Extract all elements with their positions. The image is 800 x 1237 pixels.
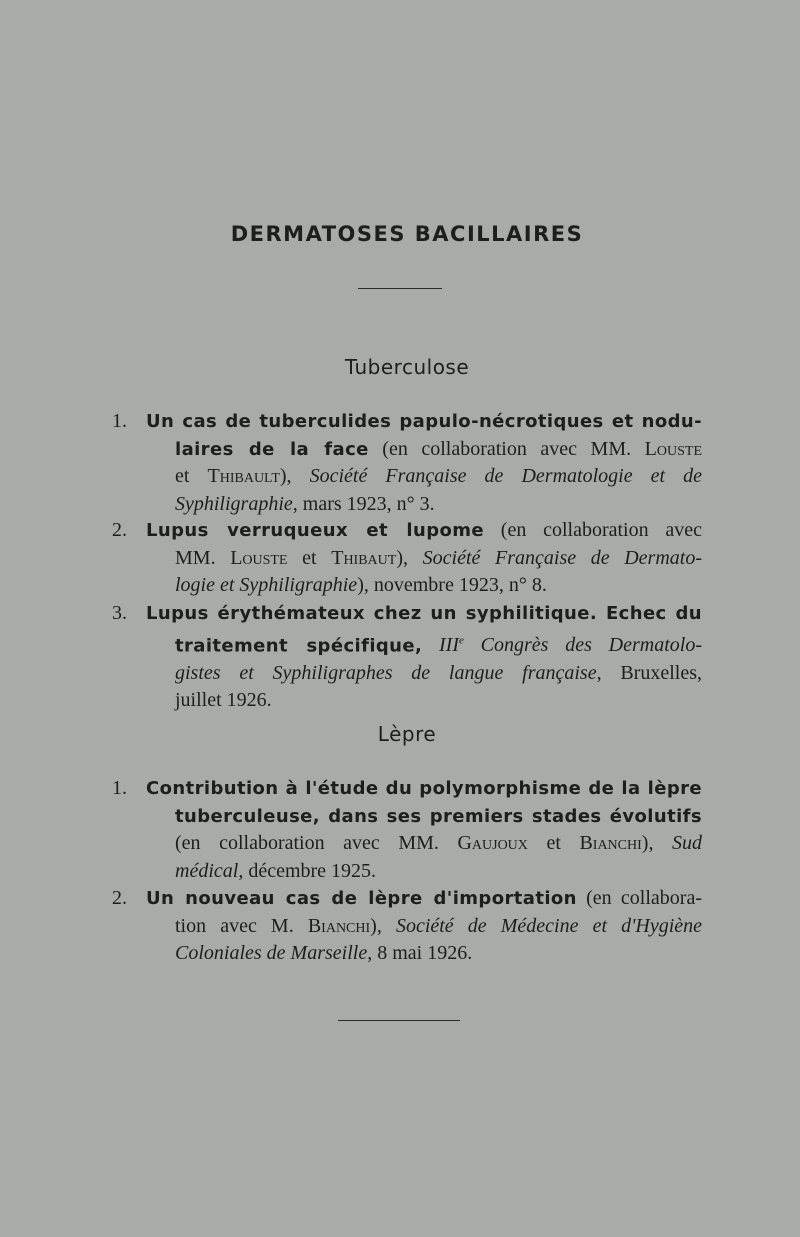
entry-line: Un nouveau cas de lèpre d'importation (en collabora- bbox=[146, 887, 702, 909]
bibliography-entry bbox=[112, 408, 702, 518]
bibliography-entry bbox=[112, 885, 702, 968]
entry-line: juillet 1926. bbox=[175, 689, 272, 712]
entry-line: laires de la face (en collaboration avec MM. Louste bbox=[175, 437, 702, 460]
entry-number: 3. bbox=[112, 602, 127, 624]
entry-number: 2. bbox=[112, 519, 127, 541]
bibliography-entry bbox=[112, 775, 702, 885]
end-divider bbox=[338, 1020, 460, 1021]
title-divider bbox=[358, 288, 442, 289]
entry-line: traitement spécifique, IIIe Congrès des Dermatolo- bbox=[175, 634, 702, 657]
entry-line: Lupus verruqueux et lupome (en collaboration avec bbox=[146, 519, 702, 541]
entry-line: Un cas de tuberculides papulo-nécrotiques et nodu- bbox=[146, 411, 702, 432]
entry-line: Syphiligraphie, mars 1923, n° 3. bbox=[175, 492, 435, 515]
section-heading-tuberculose: Tuberculose bbox=[344, 355, 470, 379]
entry-line: tuberculeuse, dans ses premiers stades évolutifs bbox=[175, 805, 702, 827]
entry-line: tion avec M. Bianchi), Société de Médecine et d'Hygiène bbox=[175, 914, 703, 937]
entry-number: 1. bbox=[112, 410, 127, 432]
entry-line: médical, décembre 1925. bbox=[175, 859, 377, 882]
entry-line: logie et Syphiligraphie), novembre 1923, n° 8. bbox=[175, 574, 547, 596]
entry-line: (en collaboration avec MM. Gaujoux et Bianchi), Sud bbox=[175, 832, 702, 854]
entry-line: Contribution à l'étude du polymorphisme de la lèpre bbox=[146, 778, 702, 799]
document-title: DERMATOSES BACILLAIRES bbox=[230, 222, 584, 246]
entry-line: MM. Louste et Thibaut), Société Française de Dermato- bbox=[175, 546, 703, 569]
entry-number: 1. bbox=[112, 777, 127, 799]
entry-line: Coloniales de Marseille, 8 mai 1926. bbox=[175, 942, 473, 964]
section-heading-lepre: Lèpre bbox=[377, 722, 437, 746]
entry-line: et Thibault), Société Française de Dermatologie et de bbox=[175, 465, 702, 487]
entry-number: 2. bbox=[112, 887, 127, 909]
bibliography-entry bbox=[112, 517, 702, 600]
entry-line: Lupus érythémateux chez un syphilitique. Echec du bbox=[146, 603, 702, 624]
entry-line: gistes et Syphiligraphes de langue française, Bruxelles, bbox=[175, 661, 702, 684]
bibliography-entry bbox=[112, 600, 702, 715]
